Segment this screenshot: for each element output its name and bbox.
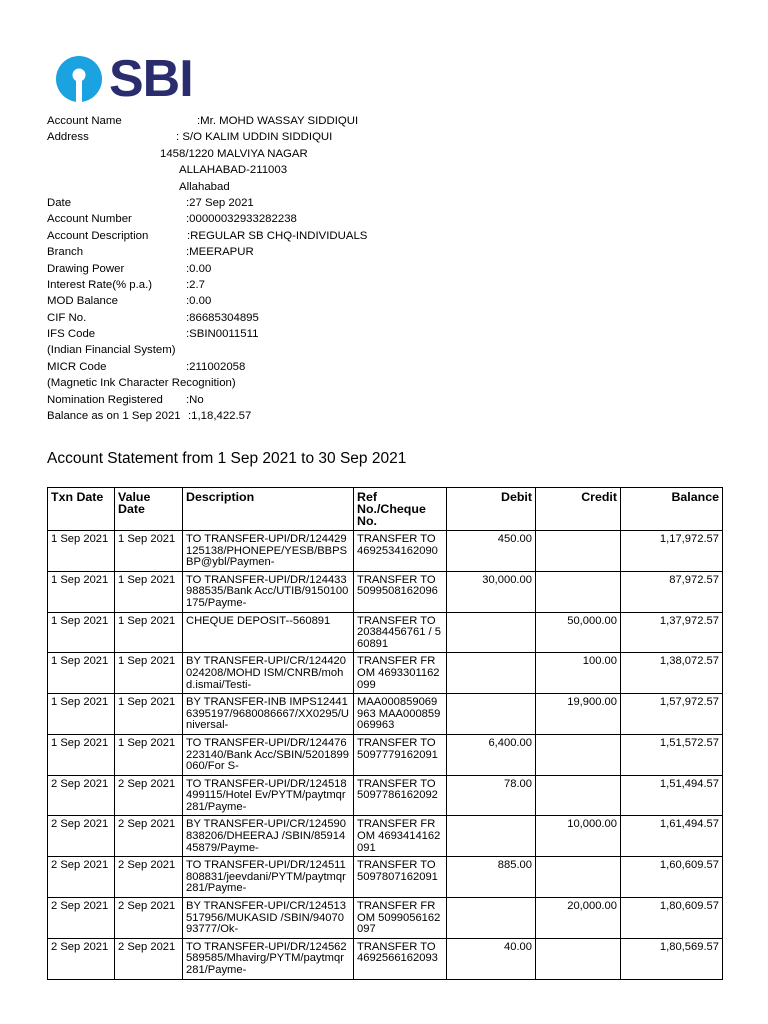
value-date-cell: 2 Sep 2021 <box>115 857 183 898</box>
value-date-cell: 1 Sep 2021 <box>115 531 183 572</box>
ref-cell: TRANSFER FROM 4693301162099 <box>354 653 447 694</box>
micr-code-label: MICR Code <box>47 360 107 373</box>
account-description-value: :REGULAR SB CHQ-INDIVIDUALS <box>187 229 368 242</box>
debit-cell <box>447 816 536 857</box>
credit-cell <box>536 571 621 612</box>
txn-date-cell: 2 Sep 2021 <box>48 857 115 898</box>
address-line-3: ALLAHABAD-211003 <box>179 164 288 177</box>
ref-cell: TRANSFER TO 4692534162090 <box>354 531 447 572</box>
value-date-cell: 2 Sep 2021 <box>115 938 183 979</box>
balance-cell: 1,80,569.57 <box>621 938 723 979</box>
account-number-value: :00000032933282238 <box>186 213 297 226</box>
description-cell: BY TRANSFER-UPI/CR/124590838206/DHEERAJ /SBIN/8591445879/Payme- <box>183 816 354 857</box>
credit-cell: 10,000.00 <box>536 816 621 857</box>
table-row <box>48 612 723 653</box>
account-number-label: Account Number <box>47 213 132 226</box>
transactions-table <box>47 487 723 980</box>
description-cell: TO TRANSFER-UPI/DR/124429125138/PHONEPE/YESB/BBPSBP@ybl/Paymen- <box>183 531 354 572</box>
txn-date-cell: 1 Sep 2021 <box>48 653 115 694</box>
ref-cell: TRANSFER TO 5097786162092 <box>354 775 447 816</box>
table-row <box>48 775 723 816</box>
account-name-label: Account Name <box>47 115 122 127</box>
date-label: Date <box>47 196 72 209</box>
account-description-label: Account Description <box>47 229 149 242</box>
value-date-cell: 2 Sep 2021 <box>115 898 183 939</box>
credit-cell: 20,000.00 <box>536 898 621 939</box>
credit-cell: 50,000.00 <box>536 612 621 653</box>
txn-date-cell: 2 Sep 2021 <box>48 775 115 816</box>
interest-rate-label: Interest Rate(% p.a.) <box>47 278 153 291</box>
nomination-label: Nomination Registered <box>47 393 163 406</box>
debit-cell <box>447 898 536 939</box>
credit-cell <box>536 775 621 816</box>
value-date-cell: 2 Sep 2021 <box>115 816 183 857</box>
account-name-value: :Mr. MOHD WASSAY SIDDIQUI <box>197 115 359 127</box>
micr-code-value: :211002058 <box>186 360 246 373</box>
description-cell: TO TRANSFER-UPI/DR/124562589585/Mhavirg/PYTM/paytmqr281/Payme- <box>183 938 354 979</box>
txn-date-cell: 1 Sep 2021 <box>48 734 115 775</box>
address-line-4: Allahabad <box>179 180 230 193</box>
value-date-cell: 1 Sep 2021 <box>115 694 183 735</box>
txn-date-cell: 2 Sep 2021 <box>48 938 115 979</box>
ref-cell: TRANSFER TO 20384456761 / 560891 <box>354 612 447 653</box>
balance-cell: 1,17,972.57 <box>621 531 723 572</box>
header-txn-date: Txn Date <box>48 488 115 531</box>
value-date-cell: 1 Sep 2021 <box>115 653 183 694</box>
description-cell: TO TRANSFER-UPI/DR/124476223140/Bank Acc/SBIN/5201899060/For S- <box>183 734 354 775</box>
txn-date-cell: 2 Sep 2021 <box>48 816 115 857</box>
credit-cell: 19,900.00 <box>536 694 621 735</box>
debit-cell <box>447 653 536 694</box>
mod-balance-value: :0.00 <box>186 295 212 308</box>
txn-date-cell: 1 Sep 2021 <box>48 694 115 735</box>
value-date-cell: 2 Sep 2021 <box>115 775 183 816</box>
opening-balance-label: Balance as on 1 Sep 2021 <box>47 410 181 423</box>
txn-date-cell: 1 Sep 2021 <box>48 571 115 612</box>
statement-title: Account Statement from 1 Sep 2021 to 30 Sep 2021 <box>47 450 407 467</box>
debit-cell <box>447 694 536 735</box>
ifs-note: (Indian Financial System) <box>47 344 176 357</box>
interest-rate-value: :2.7 <box>186 278 205 291</box>
ref-cell: TRANSFER FROM 4693414162091 <box>354 816 447 857</box>
nomination-value: :No <box>186 393 204 406</box>
balance-cell: 1,80,609.57 <box>621 898 723 939</box>
table-row <box>48 531 723 572</box>
debit-cell: 450.00 <box>447 531 536 572</box>
balance-cell: 1,37,972.57 <box>621 612 723 653</box>
table-header-row <box>48 488 723 531</box>
header-description: Description <box>183 488 354 531</box>
table-row <box>48 898 723 939</box>
debit-cell: 40.00 <box>447 938 536 979</box>
table-row <box>48 694 723 735</box>
address-line-2: 1458/1220 MALVIYA NAGAR <box>160 147 308 160</box>
balance-cell: 1,38,072.57 <box>621 653 723 694</box>
description-cell: BY TRANSFER-INB IMPS124416395197/9680086667/XX0295/Universal- <box>183 694 354 735</box>
mod-balance-label: MOD Balance <box>47 295 118 308</box>
table-row <box>48 571 723 612</box>
description-cell: BY TRANSFER-UPI/CR/124513517956/MUKASID /SBIN/9407093777/Ok- <box>183 898 354 939</box>
ifs-code-label: IFS Code <box>47 328 96 341</box>
table-row <box>48 938 723 979</box>
balance-cell: 1,51,572.57 <box>621 734 723 775</box>
header-ref-no: Ref No./Cheque No. <box>354 488 447 531</box>
ref-cell: TRANSFER TO 5099508162096 <box>354 571 447 612</box>
description-cell: TO TRANSFER-UPI/DR/124518499115/Hotel Ev/PYTM/paytmqr281/Payme- <box>183 775 354 816</box>
date-value: :27 Sep 2021 <box>186 196 254 209</box>
balance-cell: 1,57,972.57 <box>621 694 723 735</box>
ref-cell: TRANSFER TO 5097779162091 <box>354 734 447 775</box>
header-credit: Credit <box>536 488 621 531</box>
ref-cell: TRANSFER FROM 5099056162097 <box>354 898 447 939</box>
credit-cell <box>536 734 621 775</box>
branch-value: :MEERAPUR <box>186 246 254 259</box>
debit-cell: 885.00 <box>447 857 536 898</box>
debit-cell <box>447 612 536 653</box>
ref-cell: TRANSFER TO 4692566162093 <box>354 938 447 979</box>
description-cell: BY TRANSFER-UPI/CR/124420024208/MOHD ISM/CNRB/mohd.ismai/Testi- <box>183 653 354 694</box>
balance-cell: 1,60,609.57 <box>621 857 723 898</box>
credit-cell <box>536 857 621 898</box>
ref-cell: MAA000859069963 MAA000859069963 <box>354 694 447 735</box>
table-row <box>48 734 723 775</box>
sbi-logo-icon <box>55 55 103 103</box>
cif-label: CIF No. <box>47 311 87 324</box>
debit-cell: 30,000.00 <box>447 571 536 612</box>
header-debit: Debit <box>447 488 536 531</box>
txn-date-cell: 1 Sep 2021 <box>48 531 115 572</box>
description-cell: TO TRANSFER-UPI/DR/124511808831/jeevdani/PYTM/paytmqr281/Payme- <box>183 857 354 898</box>
ref-cell: TRANSFER TO 5097807162091 <box>354 857 447 898</box>
value-date-cell: 1 Sep 2021 <box>115 612 183 653</box>
branch-label: Branch <box>47 246 84 259</box>
micr-note: (Magnetic Ink Character Recognition) <box>47 377 236 390</box>
table-row <box>48 816 723 857</box>
balance-cell: 87,972.57 <box>621 571 723 612</box>
drawing-power-label: Drawing Power <box>47 262 125 275</box>
credit-cell <box>536 531 621 572</box>
balance-cell: 1,61,494.57 <box>621 816 723 857</box>
drawing-power-value: :0.00 <box>186 262 212 275</box>
value-date-cell: 1 Sep 2021 <box>115 571 183 612</box>
txn-date-cell: 1 Sep 2021 <box>48 612 115 653</box>
credit-cell: 100.00 <box>536 653 621 694</box>
credit-cell <box>536 938 621 979</box>
cif-value: :86685304895 <box>186 311 259 324</box>
table-row <box>48 653 723 694</box>
sbi-logo <box>55 50 193 108</box>
address-line-1: : S/O KALIM UDDIN SIDDIQUI <box>176 131 333 144</box>
description-cell: CHEQUE DEPOSIT--560891 <box>183 612 354 653</box>
table-row <box>48 857 723 898</box>
header-balance: Balance <box>621 488 723 531</box>
opening-balance-value: :1,18,422.57 <box>188 410 252 423</box>
address-label: Address <box>47 131 89 144</box>
header-value-date: Value Date <box>115 488 183 531</box>
ifs-code-value: :SBIN0011511 <box>186 328 259 341</box>
debit-cell: 6,400.00 <box>447 734 536 775</box>
debit-cell: 78.00 <box>447 775 536 816</box>
logo-text: SBI <box>109 50 193 108</box>
txn-date-cell: 2 Sep 2021 <box>48 898 115 939</box>
description-cell: TO TRANSFER-UPI/DR/124433988535/Bank Acc/UTIB/9150100175/Payme- <box>183 571 354 612</box>
value-date-cell: 1 Sep 2021 <box>115 734 183 775</box>
balance-cell: 1,51,494.57 <box>621 775 723 816</box>
